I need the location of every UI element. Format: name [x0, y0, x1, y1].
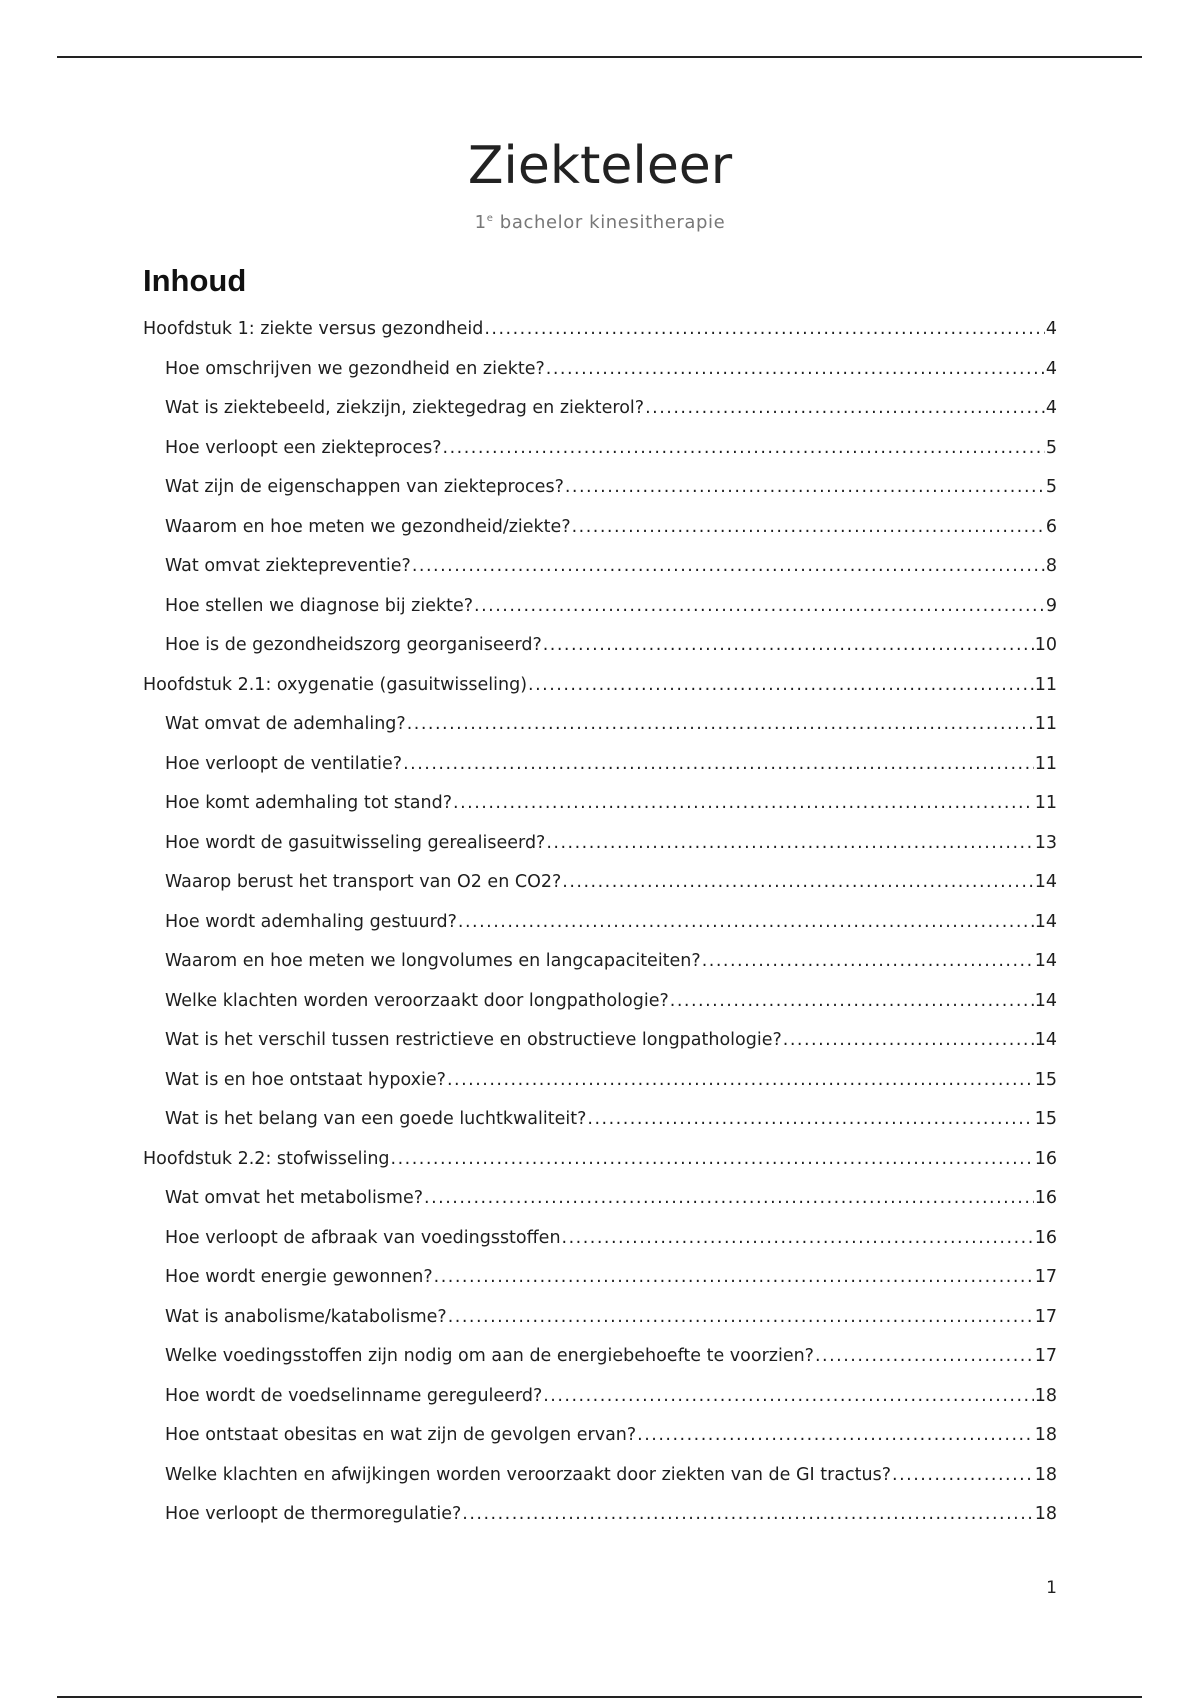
- toc-section-entry[interactable]: [143, 1456, 1057, 1496]
- toc-section-entry[interactable]: [143, 982, 1057, 1022]
- toc-entry-title: Wat omvat het metabolisme?: [165, 1188, 424, 1208]
- toc-entry-title: Hoe wordt de gasuitwisseling gerealiseerd?: [165, 832, 546, 853]
- toc-section-entry[interactable]: [143, 1100, 1057, 1140]
- toc-dot-leader: [815, 1337, 1034, 1377]
- toc-page-number: 4: [1045, 319, 1057, 339]
- toc-page-number: 11: [1034, 674, 1057, 695]
- toc-entry-title: Hoe wordt energie gewonnen?: [165, 1267, 433, 1287]
- toc-dot-leader: [443, 429, 1045, 469]
- toc-dot-leader: [645, 389, 1045, 429]
- toc-entry-title: Hoe omschrijven we gezondheid en ziekte?: [165, 358, 545, 379]
- toc-dot-leader: [447, 1061, 1034, 1101]
- toc-dot-leader: [587, 1100, 1033, 1140]
- toc-entry-title: Wat omvat de ademhaling?: [165, 714, 406, 734]
- toc-dot-leader: [702, 942, 1034, 982]
- toc-page-number: 8: [1045, 556, 1057, 576]
- toc-dot-leader: [572, 508, 1045, 548]
- footer-rule: [57, 1696, 1142, 1698]
- toc-section-entry[interactable]: [143, 508, 1057, 548]
- toc-page-number: 17: [1034, 1267, 1057, 1287]
- toc-page-number: 6: [1045, 516, 1057, 537]
- toc-page-number: 16: [1034, 1188, 1057, 1208]
- toc-dot-leader: [783, 1021, 1034, 1061]
- toc-entry-title: Hoofdstuk 1: ziekte versus gezondheid: [143, 319, 484, 339]
- toc-dot-leader: [434, 1258, 1034, 1298]
- table-of-contents: [143, 310, 1057, 1535]
- toc-page-number: 17: [1034, 1306, 1057, 1327]
- toc-dot-leader: [448, 1298, 1034, 1338]
- toc-heading: Inhoud: [143, 263, 247, 298]
- toc-entry-title: Wat omvat ziektepreventie?: [165, 556, 411, 576]
- toc-page-number: 5: [1045, 437, 1057, 458]
- page-number: 1: [1046, 1578, 1057, 1598]
- toc-entry-title: Hoe stellen we diagnose bij ziekte?: [165, 595, 474, 616]
- toc-dot-leader: [562, 1219, 1034, 1259]
- toc-entry-title: Hoe wordt de voedselinname gereguleerd?: [165, 1385, 543, 1406]
- toc-page-number: 15: [1034, 1069, 1057, 1090]
- toc-dot-leader: [453, 784, 1034, 824]
- toc-page-number: 10: [1034, 635, 1057, 655]
- toc-dot-leader: [528, 666, 1034, 706]
- toc-entry-title: Wat zijn de eigenschappen van ziekteproces?: [165, 477, 564, 497]
- toc-entry-title: Waarom en hoe meten we longvolumes en langcapaciteiten?: [165, 951, 701, 971]
- toc-section-entry[interactable]: [143, 784, 1057, 824]
- toc-page-number: 11: [1034, 714, 1057, 734]
- toc-page-number: 18: [1034, 1425, 1057, 1445]
- toc-dot-leader: [462, 1495, 1033, 1535]
- toc-section-entry[interactable]: [143, 350, 1057, 390]
- toc-entry-title: Wat is anabolisme/katabolisme?: [165, 1306, 447, 1327]
- toc-section-entry[interactable]: [143, 1219, 1057, 1259]
- toc-chapter-entry[interactable]: [143, 310, 1057, 350]
- toc-page-number: 18: [1034, 1464, 1057, 1485]
- toc-page-number: 14: [1034, 951, 1057, 971]
- toc-section-entry[interactable]: [143, 587, 1057, 627]
- toc-dot-leader: [562, 863, 1033, 903]
- toc-section-entry[interactable]: [143, 824, 1057, 864]
- toc-entry-title: Hoe wordt ademhaling gestuurd?: [165, 911, 457, 932]
- toc-dot-leader: [892, 1456, 1034, 1496]
- toc-page-number: 4: [1045, 358, 1057, 379]
- toc-page-number: 18: [1034, 1385, 1057, 1406]
- toc-section-entry[interactable]: [143, 745, 1057, 785]
- toc-section-entry[interactable]: [143, 1179, 1057, 1219]
- toc-dot-leader: [412, 547, 1045, 587]
- toc-page-number: 14: [1034, 990, 1057, 1011]
- toc-entry-title: Waarom en hoe meten we gezondheid/ziekte?: [165, 516, 571, 537]
- toc-dot-leader: [637, 1416, 1034, 1456]
- toc-section-entry[interactable]: [143, 1377, 1057, 1417]
- document-title: Ziekteleer: [467, 136, 733, 196]
- toc-entry-title: Welke klachten worden veroorzaakt door longpathologie?: [165, 990, 669, 1011]
- toc-dot-leader: [403, 745, 1034, 785]
- toc-page-number: 14: [1034, 1030, 1057, 1050]
- toc-section-entry[interactable]: [143, 1021, 1057, 1061]
- toc-page-number: 18: [1034, 1504, 1057, 1524]
- toc-page-number: 14: [1034, 872, 1057, 892]
- header-rule: [57, 56, 1142, 58]
- toc-section-entry[interactable]: [143, 705, 1057, 745]
- toc-page-number: 13: [1034, 832, 1057, 853]
- toc-section-entry[interactable]: [143, 1298, 1057, 1338]
- toc-entry-title: Wat is ziektebeeld, ziekzijn, ziektegedrag en ziekterol?: [165, 398, 645, 418]
- toc-section-entry[interactable]: [143, 863, 1057, 903]
- toc-dot-leader: [391, 1140, 1034, 1180]
- toc-dot-leader: [484, 310, 1045, 350]
- toc-dot-leader: [543, 1377, 1033, 1417]
- toc-section-entry[interactable]: [143, 1337, 1057, 1377]
- toc-page-number: 11: [1034, 753, 1057, 774]
- toc-entry-title: Hoe komt ademhaling tot stand?: [165, 793, 453, 813]
- toc-dot-leader: [546, 350, 1045, 390]
- toc-dot-leader: [424, 1179, 1034, 1219]
- toc-section-entry[interactable]: [143, 468, 1057, 508]
- toc-entry-title: Wat is het belang van een goede luchtkwaliteit?: [165, 1109, 587, 1129]
- subtitle-text: bachelor kinesitherapie: [493, 212, 726, 233]
- subtitle-superscript: e: [486, 213, 494, 224]
- toc-entry-title: Hoe is de gezondheidszorg georganiseerd?: [165, 635, 542, 655]
- toc-entry-title: Hoe verloopt een ziekteproces?: [165, 437, 442, 458]
- toc-page-number: 11: [1034, 793, 1057, 813]
- toc-dot-leader: [670, 982, 1034, 1022]
- toc-page-number: 5: [1045, 477, 1057, 497]
- subtitle-number: 1: [474, 212, 487, 233]
- toc-section-entry[interactable]: [143, 626, 1057, 666]
- toc-page-number: 16: [1034, 1148, 1057, 1169]
- toc-page-number: 16: [1034, 1227, 1057, 1248]
- toc-page-number: 14: [1034, 911, 1057, 932]
- toc-entry-title: Hoofdstuk 2.2: stofwisseling: [143, 1148, 390, 1169]
- toc-page-number: 9: [1045, 595, 1057, 616]
- toc-entry-title: Hoe verloopt de afbraak van voedingsstoffen: [165, 1227, 561, 1248]
- toc-page-number: 17: [1034, 1346, 1057, 1366]
- toc-section-entry[interactable]: [143, 1061, 1057, 1101]
- toc-entry-title: Hoe ontstaat obesitas en wat zijn de gevolgen ervan?: [165, 1425, 637, 1445]
- toc-dot-leader: [543, 626, 1034, 666]
- toc-section-entry[interactable]: [143, 1258, 1057, 1298]
- toc-dot-leader: [458, 903, 1034, 943]
- toc-dot-leader: [474, 587, 1045, 627]
- toc-section-entry[interactable]: [143, 389, 1057, 429]
- toc-section-entry[interactable]: [143, 547, 1057, 587]
- toc-entry-title: Welke klachten en afwijkingen worden veroorzaakt door ziekten van de GI tractus?: [165, 1464, 892, 1485]
- toc-section-entry[interactable]: [143, 1416, 1057, 1456]
- toc-section-entry[interactable]: [143, 942, 1057, 982]
- toc-entry-title: Hoofdstuk 2.1: oxygenatie (gasuitwisseling): [143, 674, 528, 695]
- toc-entry-title: Wat is en hoe ontstaat hypoxie?: [165, 1069, 446, 1090]
- toc-dot-leader: [407, 705, 1034, 745]
- toc-page-number: 15: [1034, 1109, 1057, 1129]
- document-subtitle: [0, 212, 1200, 233]
- toc-chapter-entry[interactable]: [143, 666, 1057, 706]
- toc-entry-title: Welke voedingsstoffen zijn nodig om aan de energiebehoefte te voorzien?: [165, 1346, 814, 1366]
- toc-dot-leader: [546, 824, 1033, 864]
- toc-dot-leader: [565, 468, 1045, 508]
- toc-entry-title: Hoe verloopt de ventilatie?: [165, 753, 403, 774]
- toc-section-entry[interactable]: [143, 1495, 1057, 1535]
- toc-section-entry[interactable]: [143, 903, 1057, 943]
- toc-section-entry[interactable]: [143, 429, 1057, 469]
- toc-entry-title: Wat is het verschil tussen restrictieve en obstructieve longpathologie?: [165, 1030, 782, 1050]
- toc-entry-title: Waarop berust het transport van O2 en CO2?: [165, 872, 562, 892]
- toc-entry-title: Hoe verloopt de thermoregulatie?: [165, 1504, 462, 1524]
- toc-chapter-entry[interactable]: [143, 1140, 1057, 1180]
- toc-page-number: 4: [1045, 398, 1057, 418]
